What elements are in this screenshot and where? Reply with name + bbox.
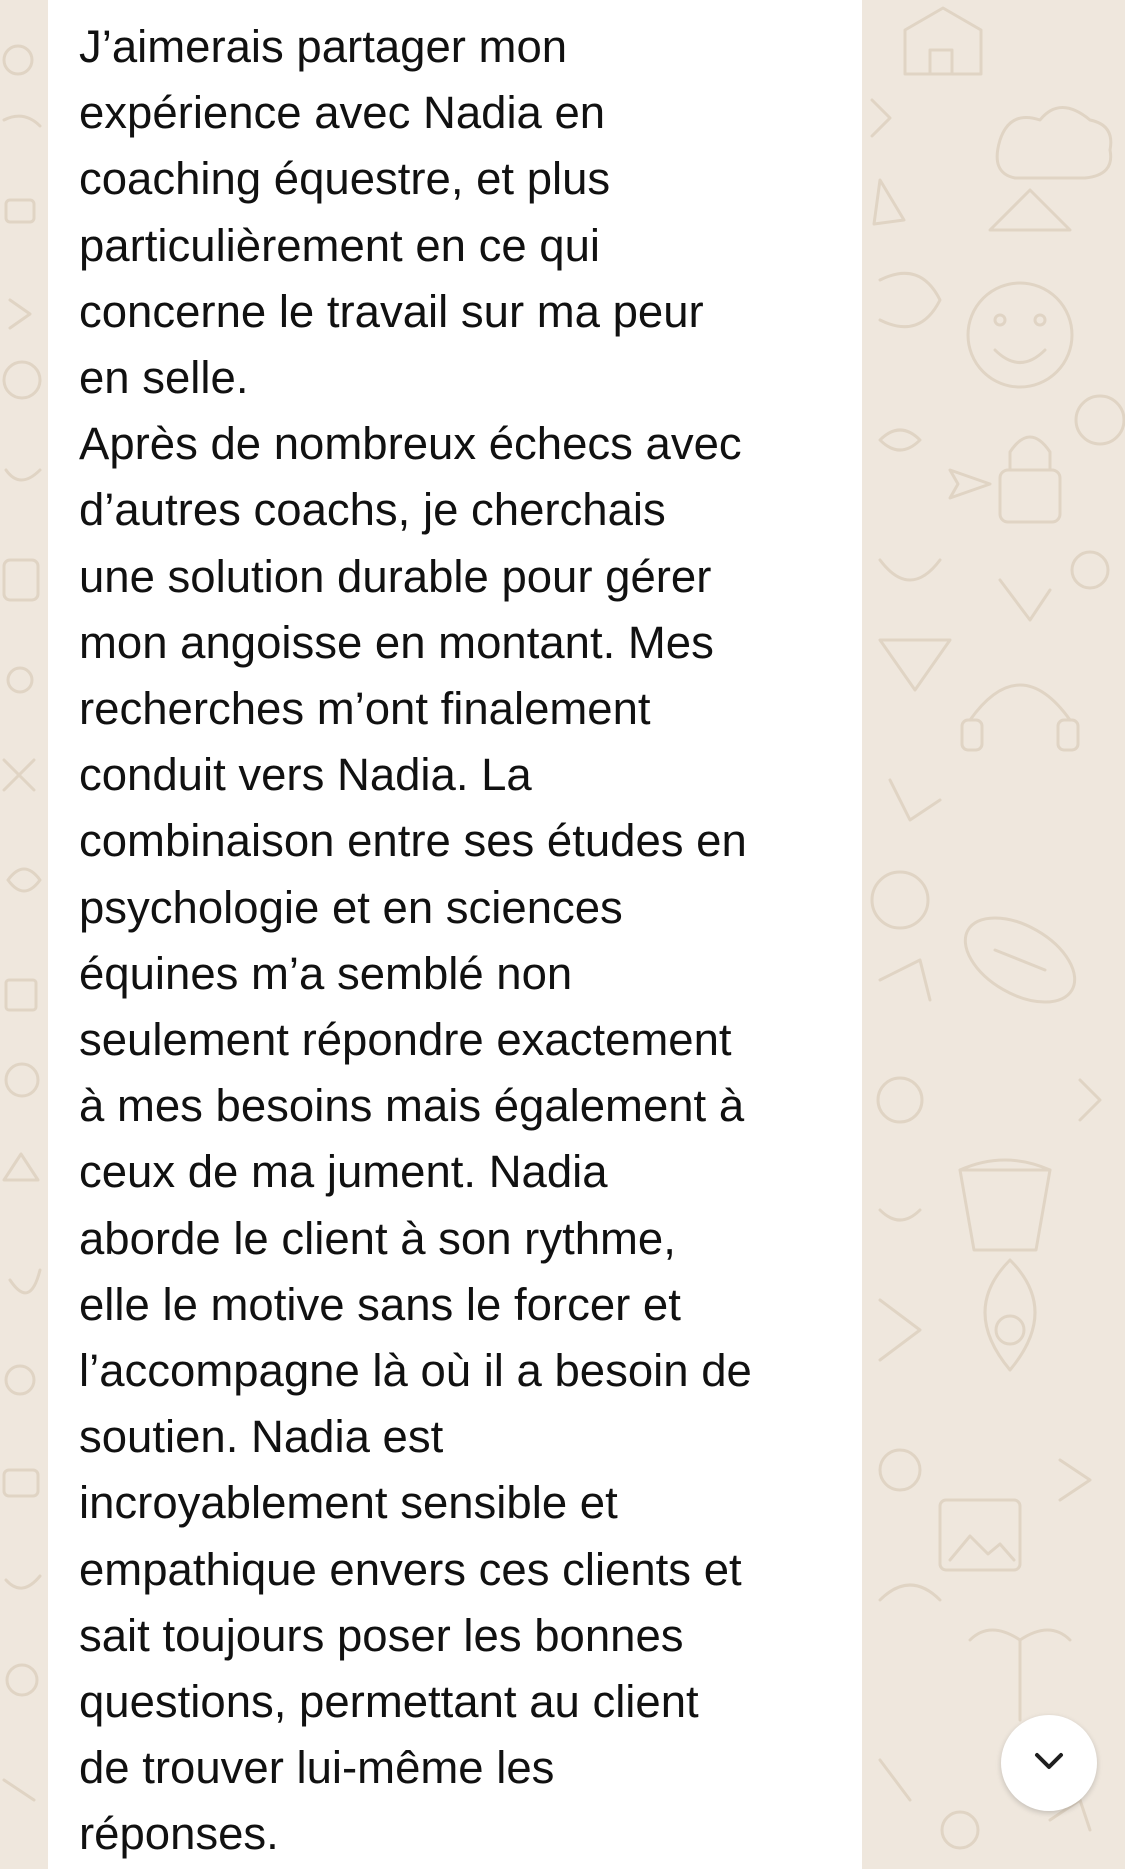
cloud-doodle-icon: [997, 108, 1111, 179]
smiley-doodle-icon: [968, 283, 1072, 387]
lock-doodle-icon: [1000, 437, 1060, 522]
headphones-doodle-icon: [962, 685, 1078, 750]
incoming-message-bubble[interactable]: [48, 0, 862, 1869]
scroll-to-bottom-button[interactable]: [1001, 1715, 1097, 1811]
left-doodle-column: [4, 46, 40, 1800]
flower-pot-doodle-icon: [960, 1160, 1050, 1250]
message-text: J’aimerais partager mon expérience avec Nadia en coaching équestre, et plus particulièrement en ce qui concerne le travail sur ma peur en selle. Après de nombreux échecs avec d’autres coachs, je cherchais une solution durable pour gérer mon angoisse en montant. Mes recherches m’ont finalement conduit vers Nadia. La combinaison entre ses études en psychologie et en sciences équines m’a semblé non seulement répondre exactement à mes besoins mais également à ceux de ma jument. Nadia aborde le client à son rythme, elle le motive sans le forcer et l’accompagne là où il a besoin de soutien. Nadia est incroyablement sensible et empathique envers ces clients et sait toujours poser les bonnes questions, permettant au client de trouver lui-même les réponses.: [79, 21, 752, 1860]
avocado-doodle-icon: [985, 1260, 1035, 1370]
send-arrow-doodle-icon: [950, 470, 990, 498]
palm-tree-doodle-icon: [970, 1630, 1070, 1720]
chevron-down-icon: [1029, 1741, 1069, 1786]
photo-frame-doodle-icon: [940, 1500, 1020, 1570]
house-doodle-icon: [905, 8, 981, 74]
right-doodle-column: [872, 8, 1124, 1848]
football-doodle-icon: [951, 901, 1089, 1020]
